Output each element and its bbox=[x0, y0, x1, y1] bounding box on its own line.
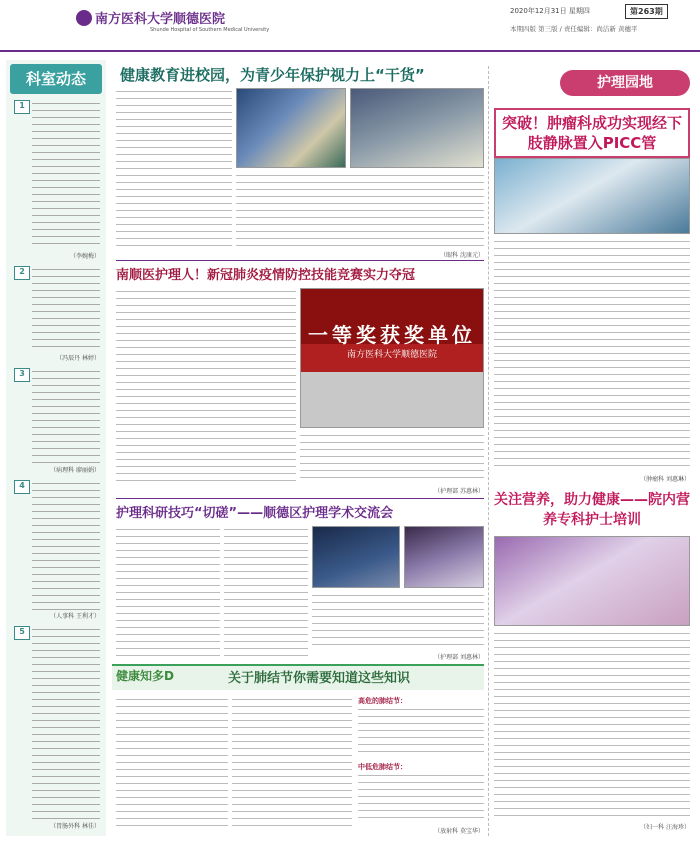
article-2-text bbox=[116, 288, 296, 484]
picc-text bbox=[494, 238, 690, 472]
article-1-byline: （眼科 沈康元） bbox=[440, 252, 484, 259]
sidebar-title: 科室动态 bbox=[10, 64, 102, 94]
article-1-text bbox=[236, 172, 484, 248]
sidebar-item-byline: （冯辰丹 林婷） bbox=[56, 355, 100, 362]
sidebar-item-number: 3 bbox=[14, 368, 30, 382]
hospital-logo-icon bbox=[76, 10, 92, 26]
article-3-text bbox=[312, 592, 484, 650]
article-3-text bbox=[224, 526, 308, 658]
sidebar-item-text bbox=[32, 626, 100, 820]
health-text bbox=[116, 696, 228, 832]
article-3-photo-audience bbox=[404, 526, 484, 588]
health-text bbox=[358, 772, 484, 822]
health-text bbox=[232, 696, 352, 832]
picc-byline: （肿瘤科 刘惠琳） bbox=[640, 476, 690, 483]
health-text bbox=[358, 706, 484, 758]
article-1-text bbox=[116, 88, 232, 248]
sidebar-item-number: 4 bbox=[14, 480, 30, 494]
article-3-photo-speaker bbox=[312, 526, 400, 588]
health-headline: 关于肺结节你需要知道这些知识 bbox=[228, 671, 411, 686]
health-subhead-high: 高危的肺结节： bbox=[358, 697, 407, 705]
article-1-headline: 健康教育进校园，为青少年保护视力上“干货” bbox=[120, 66, 425, 84]
sidebar-item-byline: （胃肠外科 林佳） bbox=[50, 823, 100, 830]
article-2-headline: 南顺医护理人！新冠肺炎疫情防控技能竞赛实力夺冠 bbox=[116, 268, 416, 283]
dateline: 2020年12月31日 星期四 bbox=[510, 7, 590, 15]
article-1-photo-classroom bbox=[350, 88, 484, 168]
hospital-logo-en: Shunde Hospital of Southern Medical University bbox=[150, 27, 270, 33]
editors-line: 本期四版 第三版 / 责任编辑：尚洁新 黄穗平 bbox=[510, 25, 638, 33]
sidebar-item-byline: （人事科 王利才） bbox=[50, 613, 100, 620]
article-2-byline: （护理部 苏惠林） bbox=[434, 488, 484, 495]
award-banner-text: 一等奖获奖单位 bbox=[308, 323, 476, 347]
article-2-text bbox=[300, 432, 484, 484]
health-byline: （放射科 莫宝华） bbox=[434, 828, 484, 835]
sidebar-item-byline: （李婉梅） bbox=[69, 253, 100, 260]
nutrition-photo bbox=[494, 536, 690, 626]
health-section-tag: 健康知多D bbox=[116, 669, 174, 683]
nutrition-headline: 关注营养，助力健康——院内营养专科护士培训 bbox=[494, 492, 690, 528]
article-1-photo-students bbox=[236, 88, 346, 168]
sidebar-item-text bbox=[32, 100, 100, 250]
nutrition-byline: （妇一科 汪海珍） bbox=[640, 824, 690, 831]
article-3-headline: 护理科研技巧“切磋”——顺德区护理学术交流会 bbox=[116, 506, 394, 521]
nursing-section-tag: 护理园地 bbox=[560, 70, 690, 96]
article-3-text bbox=[116, 526, 220, 658]
picc-photo bbox=[494, 158, 690, 234]
hospital-logo: 南方医科大学顺德医院 bbox=[95, 12, 226, 27]
picc-headline: 突破！肿瘤科成功实现经下肢静脉置入PICC管 bbox=[494, 108, 690, 158]
sidebar-item-text bbox=[32, 266, 100, 352]
sidebar-item-text bbox=[32, 368, 100, 464]
issue-number: 第263期 bbox=[625, 4, 668, 19]
sidebar-item-number: 2 bbox=[14, 266, 30, 280]
health-subhead-low: 中低危肺结节： bbox=[358, 763, 407, 771]
sidebar-item-number: 1 bbox=[14, 100, 30, 114]
article-3-byline: （护理部 刘惠林） bbox=[434, 654, 484, 661]
sidebar-item-number: 5 bbox=[14, 626, 30, 640]
sidebar-item-text bbox=[32, 480, 100, 610]
award-banner-subtext: 南方医科大学顺德医院 bbox=[346, 350, 437, 360]
sidebar-item-byline: （病理科 廖丽娟） bbox=[50, 467, 100, 474]
nutrition-text bbox=[494, 630, 690, 820]
